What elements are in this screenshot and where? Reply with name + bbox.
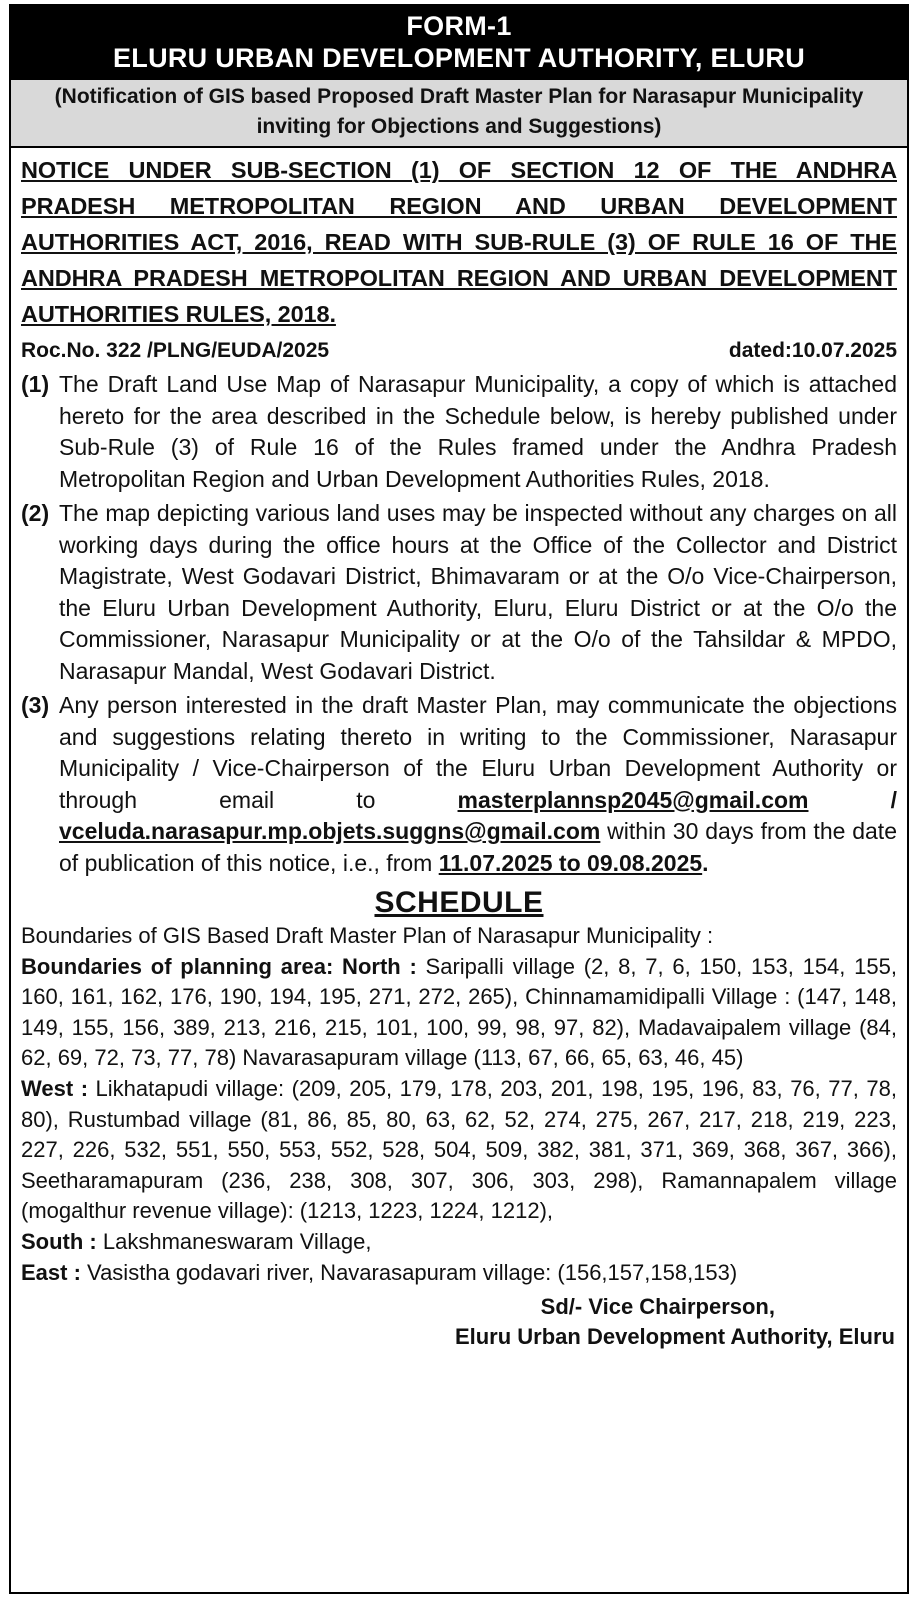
boundary-north	[21, 952, 897, 1074]
header-banner	[11, 6, 907, 80]
objection-period: 11.07.2025 to 09.08.2025	[438, 849, 703, 876]
boundary-text: Vasistha godavari river, Navarasapuram village: (156,157,158,153)	[80, 1259, 738, 1285]
boundary-label: East :	[21, 1259, 81, 1285]
signatory-authority: Eluru Urban Development Authority, Eluru	[454, 1324, 895, 1350]
form-title: FORM-1	[406, 11, 512, 41]
email-separator: /	[808, 786, 897, 813]
signature-block	[21, 1292, 897, 1352]
paragraph-number: (3)	[21, 692, 50, 718]
authority-title: ELURU URBAN DEVELOPMENT AUTHORITY, ELURU	[112, 43, 805, 73]
roc-number: Roc.No. 322 /PLNG/EUDA/2025	[21, 339, 330, 362]
paragraph-number: (1)	[21, 371, 50, 397]
paragraph-text: The map depicting various land uses may be inspected without any charges on all working days during the office hours at the Office of the Collector and District Magistrate, West Godavari District, Bhimavaram or at the O/o Vice-Chairperson, the Eluru Urban Development Authority, Eluru, Eluru District or at the O/o the Commissioner, Narasapur Municipality or at the O/o of the Tahsildar & MPDO, Narasapur Mandal, West Godavari District.	[59, 500, 897, 684]
schedule-intro: Boundaries of GIS Based Draft Master Plan of Narasapur Municipality :	[21, 923, 714, 948]
boundary-text: Saripalli village (2, 8, 7, 6, 150, 153, 154, 155, 160, 161, 162, 176, 190, 194, 195, 271, 272, 265), Chinnamamidipalli Village : (147, 148, 149, 155, 156, 389, 213, 216, 215, 101, 100, 99, 98, 97, 82), Madavaipalem village (84, 62, 69, 72, 73, 77, 78) Navarasapuram village (113, 67, 66, 65, 63, 46, 45)	[21, 953, 897, 1071]
boundary-text: Lakshmaneswaram Village,	[96, 1228, 372, 1254]
boundary-text: Likhatapudi village: (209, 205, 179, 178, 203, 201, 198, 195, 196, 83, 76, 77, 78, 80), Rustumbad village (81, 86, 85, 80, 63, 62, 52, 274, 275, 267, 217, 218, 219, 223, 227, 226, 532, 551, 550, 553, 552, 528, 504, 509, 382, 381, 371, 369, 368, 367, 366), Seetharamapuram (236, 238, 308, 307, 306, 303, 298), Ramannapalem village (mogalthur revenue village): (1213, 1223, 1224, 1212),	[21, 1075, 897, 1224]
notification-subtitle: (Notification of GIS based Proposed Draft Master Plan for Narasapur Municipality inviting for Objections and Suggestions)	[11, 80, 907, 148]
paragraph-text-part: Any person interested in the draft Master Plan, may communicate the objections and suggestions relating thereto in writing to the Commissioner, Narasapur Municipality / Vice-Chairperson of the Eluru Urban Development Authority or through email to	[59, 692, 897, 813]
notice-page	[9, 4, 909, 1594]
signatory-title: Sd/- Vice Chairperson,	[540, 1294, 775, 1320]
notice-date: dated:10.07.2025	[728, 339, 897, 362]
boundary-west	[21, 1074, 897, 1227]
boundary-label: West :	[21, 1075, 89, 1101]
paragraph-number: (2)	[21, 500, 50, 526]
paragraph-3	[21, 690, 897, 879]
paragraph-2	[21, 498, 897, 687]
notice-body	[11, 152, 907, 1352]
paragraph-text-part: within 30 days from the date of publication of this notice, i.e., from	[59, 818, 897, 876]
paragraph-end: .	[702, 849, 709, 876]
paragraph-1	[21, 369, 897, 495]
paragraph-text: The Draft Land Use Map of Narasapur Municipality, a copy of which is attached hereto for the area described in the Schedule below, is hereby published under Sub-Rule (3) of Rule 16 of the Rules framed under the Andhra Pradesh Metropolitan Region and Urban Development Authorities Rules, 2018.	[59, 371, 897, 492]
schedule-title: SCHEDULE	[374, 886, 544, 919]
boundary-south	[21, 1227, 897, 1258]
email-link-primary[interactable]: masterplannsp2045@gmail.com	[457, 786, 809, 813]
email-link-secondary[interactable]: vceluda.narasapur.mp.objets.suggns@gmail.com	[59, 818, 601, 844]
notice-heading: NOTICE UNDER SUB-SECTION (1) OF SECTION 12 OF THE ANDHRA PRADESH METROPOLITAN REGION AND URBAN DEVELOPMENT AUTHORITIES ACT, 2016, READ WITH SUB-RULE (3) OF RULE 16 OF THE ANDHRA PRADESH METROPOLITAN REGION AND URBAN DEVELOPMENT AUTHORITIES RULES, 2018.	[21, 157, 897, 327]
boundary-label: Boundaries of planning area: North :	[21, 953, 417, 979]
boundary-east	[21, 1258, 897, 1289]
boundary-label: South :	[21, 1228, 97, 1254]
paragraph-text	[59, 690, 897, 879]
reference-line	[21, 336, 897, 366]
